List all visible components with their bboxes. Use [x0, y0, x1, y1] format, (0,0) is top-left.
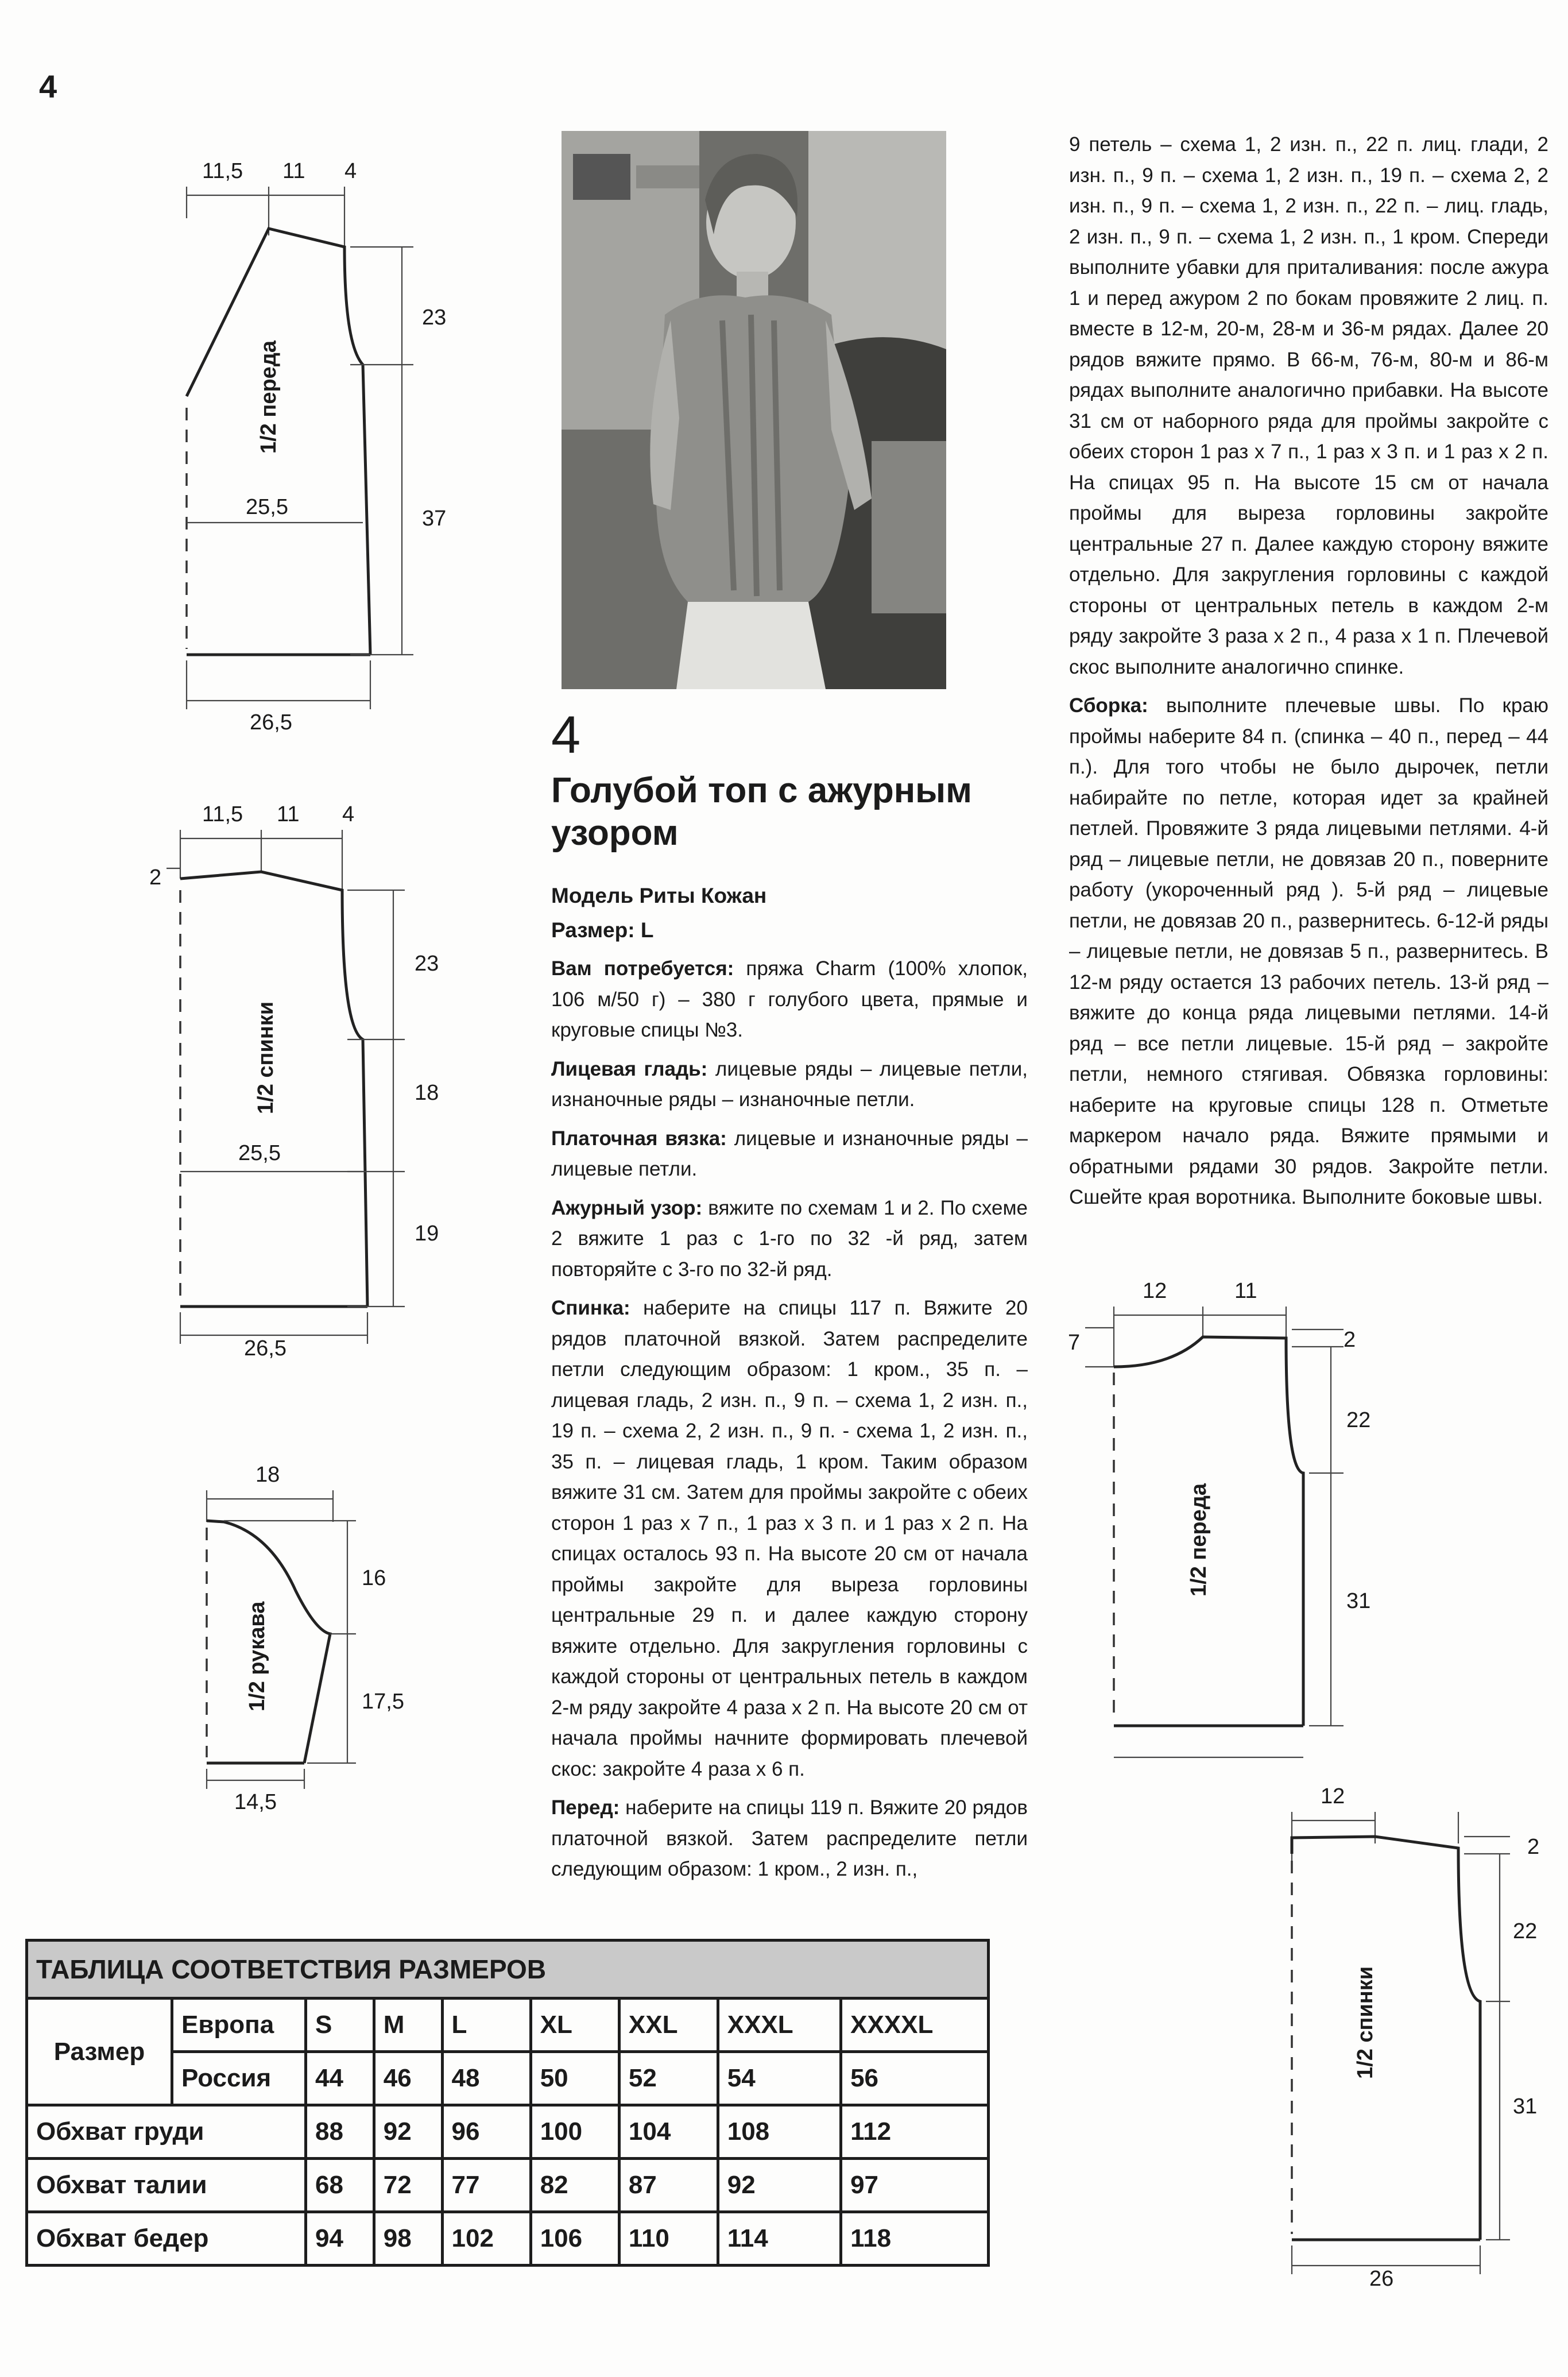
- europe-label: Европа: [172, 1999, 306, 2052]
- dim-right-2: 17,5: [362, 1690, 404, 1714]
- article-title: Голубой топ с ажурным узором: [551, 771, 972, 853]
- table-cell: 88: [306, 2105, 374, 2159]
- model-author: Модель Риты Кожан: [551, 884, 767, 907]
- para-garter: Платочная вязка: лицевые и изнаночные ряды – лицевые петли.: [551, 1127, 1028, 1180]
- table-cell: 54: [718, 2052, 841, 2105]
- table-cell: XXXXL: [841, 1999, 989, 2052]
- dim-mid: 25,5: [238, 1141, 281, 1165]
- table-cell: 106: [531, 2212, 619, 2266]
- dim-top-1: 11,5: [202, 802, 243, 826]
- table-cell: M: [374, 1999, 442, 2052]
- table-cell: 87: [619, 2159, 718, 2212]
- dim-right-2: 31: [1346, 1589, 1371, 1613]
- table-cell: XXXL: [718, 1999, 841, 2052]
- row-label: Обхват бедер: [27, 2212, 306, 2266]
- russia-label: Россия: [172, 2052, 306, 2105]
- table-cell: 118: [841, 2212, 989, 2266]
- dim-top-2: 11: [1234, 1279, 1257, 1303]
- table-cell: 44: [306, 2052, 374, 2105]
- dim-bottom: 26,5: [244, 1336, 287, 1361]
- size-table: [25, 1939, 990, 2267]
- dim-top-3: 4: [342, 802, 355, 826]
- table-cell: 94: [306, 2212, 374, 2266]
- table-cell: 72: [374, 2159, 442, 2212]
- front-half-label-right: 1/2 переда: [1187, 1483, 1211, 1597]
- article-meta: [551, 879, 766, 948]
- dim-right-small: 2: [1344, 1328, 1356, 1352]
- size-table-title: ТАБЛИЦА СООТВЕТСТВИЯ РАЗМЕРОВ: [27, 1941, 989, 1999]
- dim-top-3: 4: [344, 159, 357, 183]
- front-half-diagram-right: [1068, 1275, 1412, 1780]
- dim-left-small: 7: [1068, 1331, 1081, 1355]
- table-cell: 108: [718, 2105, 841, 2159]
- table-cell: 102: [442, 2212, 531, 2266]
- dim-right-1: 22: [1346, 1408, 1371, 1432]
- table-cell: 110: [619, 2212, 718, 2266]
- table-cell: 77: [442, 2159, 531, 2212]
- table-cell: 68: [306, 2159, 374, 2212]
- dim-right-1: 22: [1513, 1919, 1538, 1943]
- front-half-label: 1/2 переда: [257, 340, 281, 454]
- table-cell: 112: [841, 2105, 989, 2159]
- back-half-label: 1/2 спинки: [254, 1001, 278, 1114]
- dim-top-1: 12: [1143, 1279, 1167, 1303]
- table-cell: 82: [531, 2159, 619, 2212]
- table-cell: 92: [374, 2105, 442, 2159]
- dim-mid: 25,5: [246, 495, 288, 519]
- size-line: Размер: L: [551, 918, 654, 942]
- dim-top: 12: [1321, 1784, 1345, 1808]
- row-label: Обхват талии: [27, 2159, 306, 2212]
- table-cell: 114: [718, 2212, 841, 2266]
- page-number: 4: [39, 68, 57, 105]
- dim-right-2: 37: [422, 507, 447, 531]
- dim-top: 18: [255, 1463, 280, 1487]
- sleeve-half-label: 1/2 рукава: [245, 1601, 269, 1711]
- table-row-hips: [27, 2212, 989, 2266]
- dim-right-2: 18: [415, 1081, 439, 1105]
- table-cell: 96: [442, 2105, 531, 2159]
- instructions-right: [1069, 129, 1548, 1221]
- dim-bottom: 14,5: [234, 1790, 277, 1814]
- sleeve-half-diagram: [184, 1459, 471, 1826]
- table-cell: 50: [531, 2052, 619, 2105]
- dim-right-2: 31: [1513, 2094, 1538, 2119]
- dim-top-1: 11,5: [202, 159, 243, 183]
- table-cell: 104: [619, 2105, 718, 2159]
- front-half-diagram: [161, 155, 482, 741]
- dim-top-2: 11: [282, 159, 305, 183]
- back-half-diagram-right: [1263, 1780, 1568, 2309]
- dim-right-1: 16: [362, 1566, 386, 1590]
- photo-illustration: [562, 131, 946, 689]
- para-lace: Ажурный узор: вяжите по схемам 1 и 2. По схеме 2 вяжите 1 раз с 1-го по 32 -й ряд, затем повторяйте с 3-го по 32-й ряд.: [551, 1196, 1028, 1281]
- dim-right-small: 2: [1527, 1835, 1540, 1859]
- instructions-middle: [551, 953, 1028, 1893]
- table-row-europe: [27, 1999, 989, 2052]
- para-stockinette: Лицевая гладь: лицевые ряды – лицевые петли, изнаночные ряды – изнаночные петли.: [551, 1057, 1028, 1111]
- table-cell: XXL: [619, 1999, 718, 2052]
- table-cell: 56: [841, 2052, 989, 2105]
- size-table-title-row: [27, 1941, 989, 1999]
- article-number: 4: [551, 706, 581, 764]
- back-half-diagram: [149, 798, 471, 1373]
- dim-right-1: 23: [415, 952, 439, 976]
- table-cell: XL: [531, 1999, 619, 2052]
- para-back: Спинка: наберите на спицы 117 п. Вяжите 20 рядов платочной вязкой. Затем распределите петли следующим образом: 1 кром., 35 п. – лицевая гладь, 2 изн. п., 9 п. – схема 1, 2 изн. п., 19 п. – схема 2, 2 изн. п., 9 п. - схема 1, 2 изн. п., 35 п. – лицевая гладь, 1 кром. Таким образом вяжите 31 см. Затем для проймы закройте с обеих сторон 1 раз х 7 п., 1 раз х 3 п. и 1 раз х 2 п. На спицах осталось 93 п. На высоте 20 см от начала проймы закройте для выреза горловины центральные 29 п. и далее каждую сторону вяжите отдельно. Для закругления горловины с каждой стороны от центральных петель в каждом 2-м ряду закройте 4 раза х 2 п. На высоте 20 см от начала проймы начните формировать плечевой скос: закройте 4 раза х 6 п.: [551, 1297, 1028, 1780]
- para-front: Перед: наберите на спицы 119 п. Вяжите 20 рядов платочной вязкой. Затем распределите петли следующим образом: 1 кром., 2 изн. п.,: [551, 1796, 1028, 1880]
- para-materials: Вам потребуется: пряжа Charm (100% хлопок, 106 м/50 г) – 380 г голубого цвета, прямые и круговые спицы №3.: [551, 957, 1028, 1041]
- table-cell: S: [306, 1999, 374, 2052]
- size-header: Размер: [27, 1999, 172, 2105]
- table-cell: 100: [531, 2105, 619, 2159]
- table-row-waist: [27, 2159, 989, 2212]
- dim-right-3: 19: [415, 1222, 439, 1246]
- dim-right-1: 23: [422, 306, 447, 330]
- table-row-chest: [27, 2105, 989, 2159]
- table-cell: 48: [442, 2052, 531, 2105]
- table-cell: 92: [718, 2159, 841, 2212]
- table-cell: 52: [619, 2052, 718, 2105]
- model-photo: [562, 131, 946, 689]
- para-assembly: Сборка: выполните плечевые швы. По краю проймы наберите 84 п. (спинка – 40 п., перед – 44 п.). Для того чтобы не было дырочек, петли набирайте по петле, которая идет за крайней петлей. Провяжите 3 ряда лицевыми петлями. 4-й ряд – лицевые петли, не довязав 20 п., поверните работу (укороченный ряд ). 5-й ряд – лицевые петли, не довязав 20 п., развернитесь. 6-12-й ряды – лицевые петли, не довязав 5 п., развернитесь. В 12-м ряду остается 13 рабочих петель. 13-й ряд – вяжите до конца ряда лицевыми петлями. 14-й ряд – все петли лицевые. 15-й ряд – закройте петли, немного стягивая. Обвязка горловины: наберите на круговые спицы 128 п. Отметьте маркером начало ряда. Вяжите прямыми и обратными рядами 30 рядов. Закройте петли. Сшейте края воротника. Выполните боковые швы.: [1069, 694, 1548, 1208]
- table-cell: L: [442, 1999, 531, 2052]
- dim-left-small: 2: [149, 865, 162, 890]
- back-half-label-right: 1/2 спинки: [1353, 1966, 1377, 2079]
- table-cell: 98: [374, 2212, 442, 2266]
- para-front-cont: 9 петель – схема 1, 2 изн. п., 22 п. лиц. глади, 2 изн. п., 9 п. – схема 1, 2 изн. п., 19 п. – схема 2, 2 изн. п., 9 п. – схема 1, 2 изн. п., 22 п. – лиц. гладь, 2 изн. п., 9 п. – схема 1, 2 изн. п., 1 кром. Спереди выполните убавки для приталивания: после ажура 1 и перед ажуром 2 по бокам провяжите 2 лиц. п. вместе в 12-м, 20-м, 28-м и 36-м рядах. Далее 20 рядов вяжите прямо. В 66-м, 76-м, 80-м и 86-м рядах выполните аналогично прибавки. На высоте 31 см от наборного ряда для проймы закройте с обеих сторон 1 раз х 7 п., 1 раз х 3 п. и 1 раз х 2 п. На спицах 95 п. На высоте 15 см от начала проймы для выреза горловины закройте центральные 27 п. Далее каждую сторону вяжите отдельно. Для закругления горловины с каждой стороны от центральных петель в каждом 2-м ряду закройте 3 раза х 2 п., 4 раза х 1 п. Плечевой скос выполните аналогично спинке.: [1069, 133, 1548, 678]
- table-cell: 97: [841, 2159, 989, 2212]
- dim-top-2: 11: [277, 802, 300, 826]
- dim-bottom: 26: [1369, 2267, 1394, 2291]
- dim-bottom: 26,5: [250, 710, 292, 735]
- row-label: Обхват груди: [27, 2105, 306, 2159]
- table-cell: 46: [374, 2052, 442, 2105]
